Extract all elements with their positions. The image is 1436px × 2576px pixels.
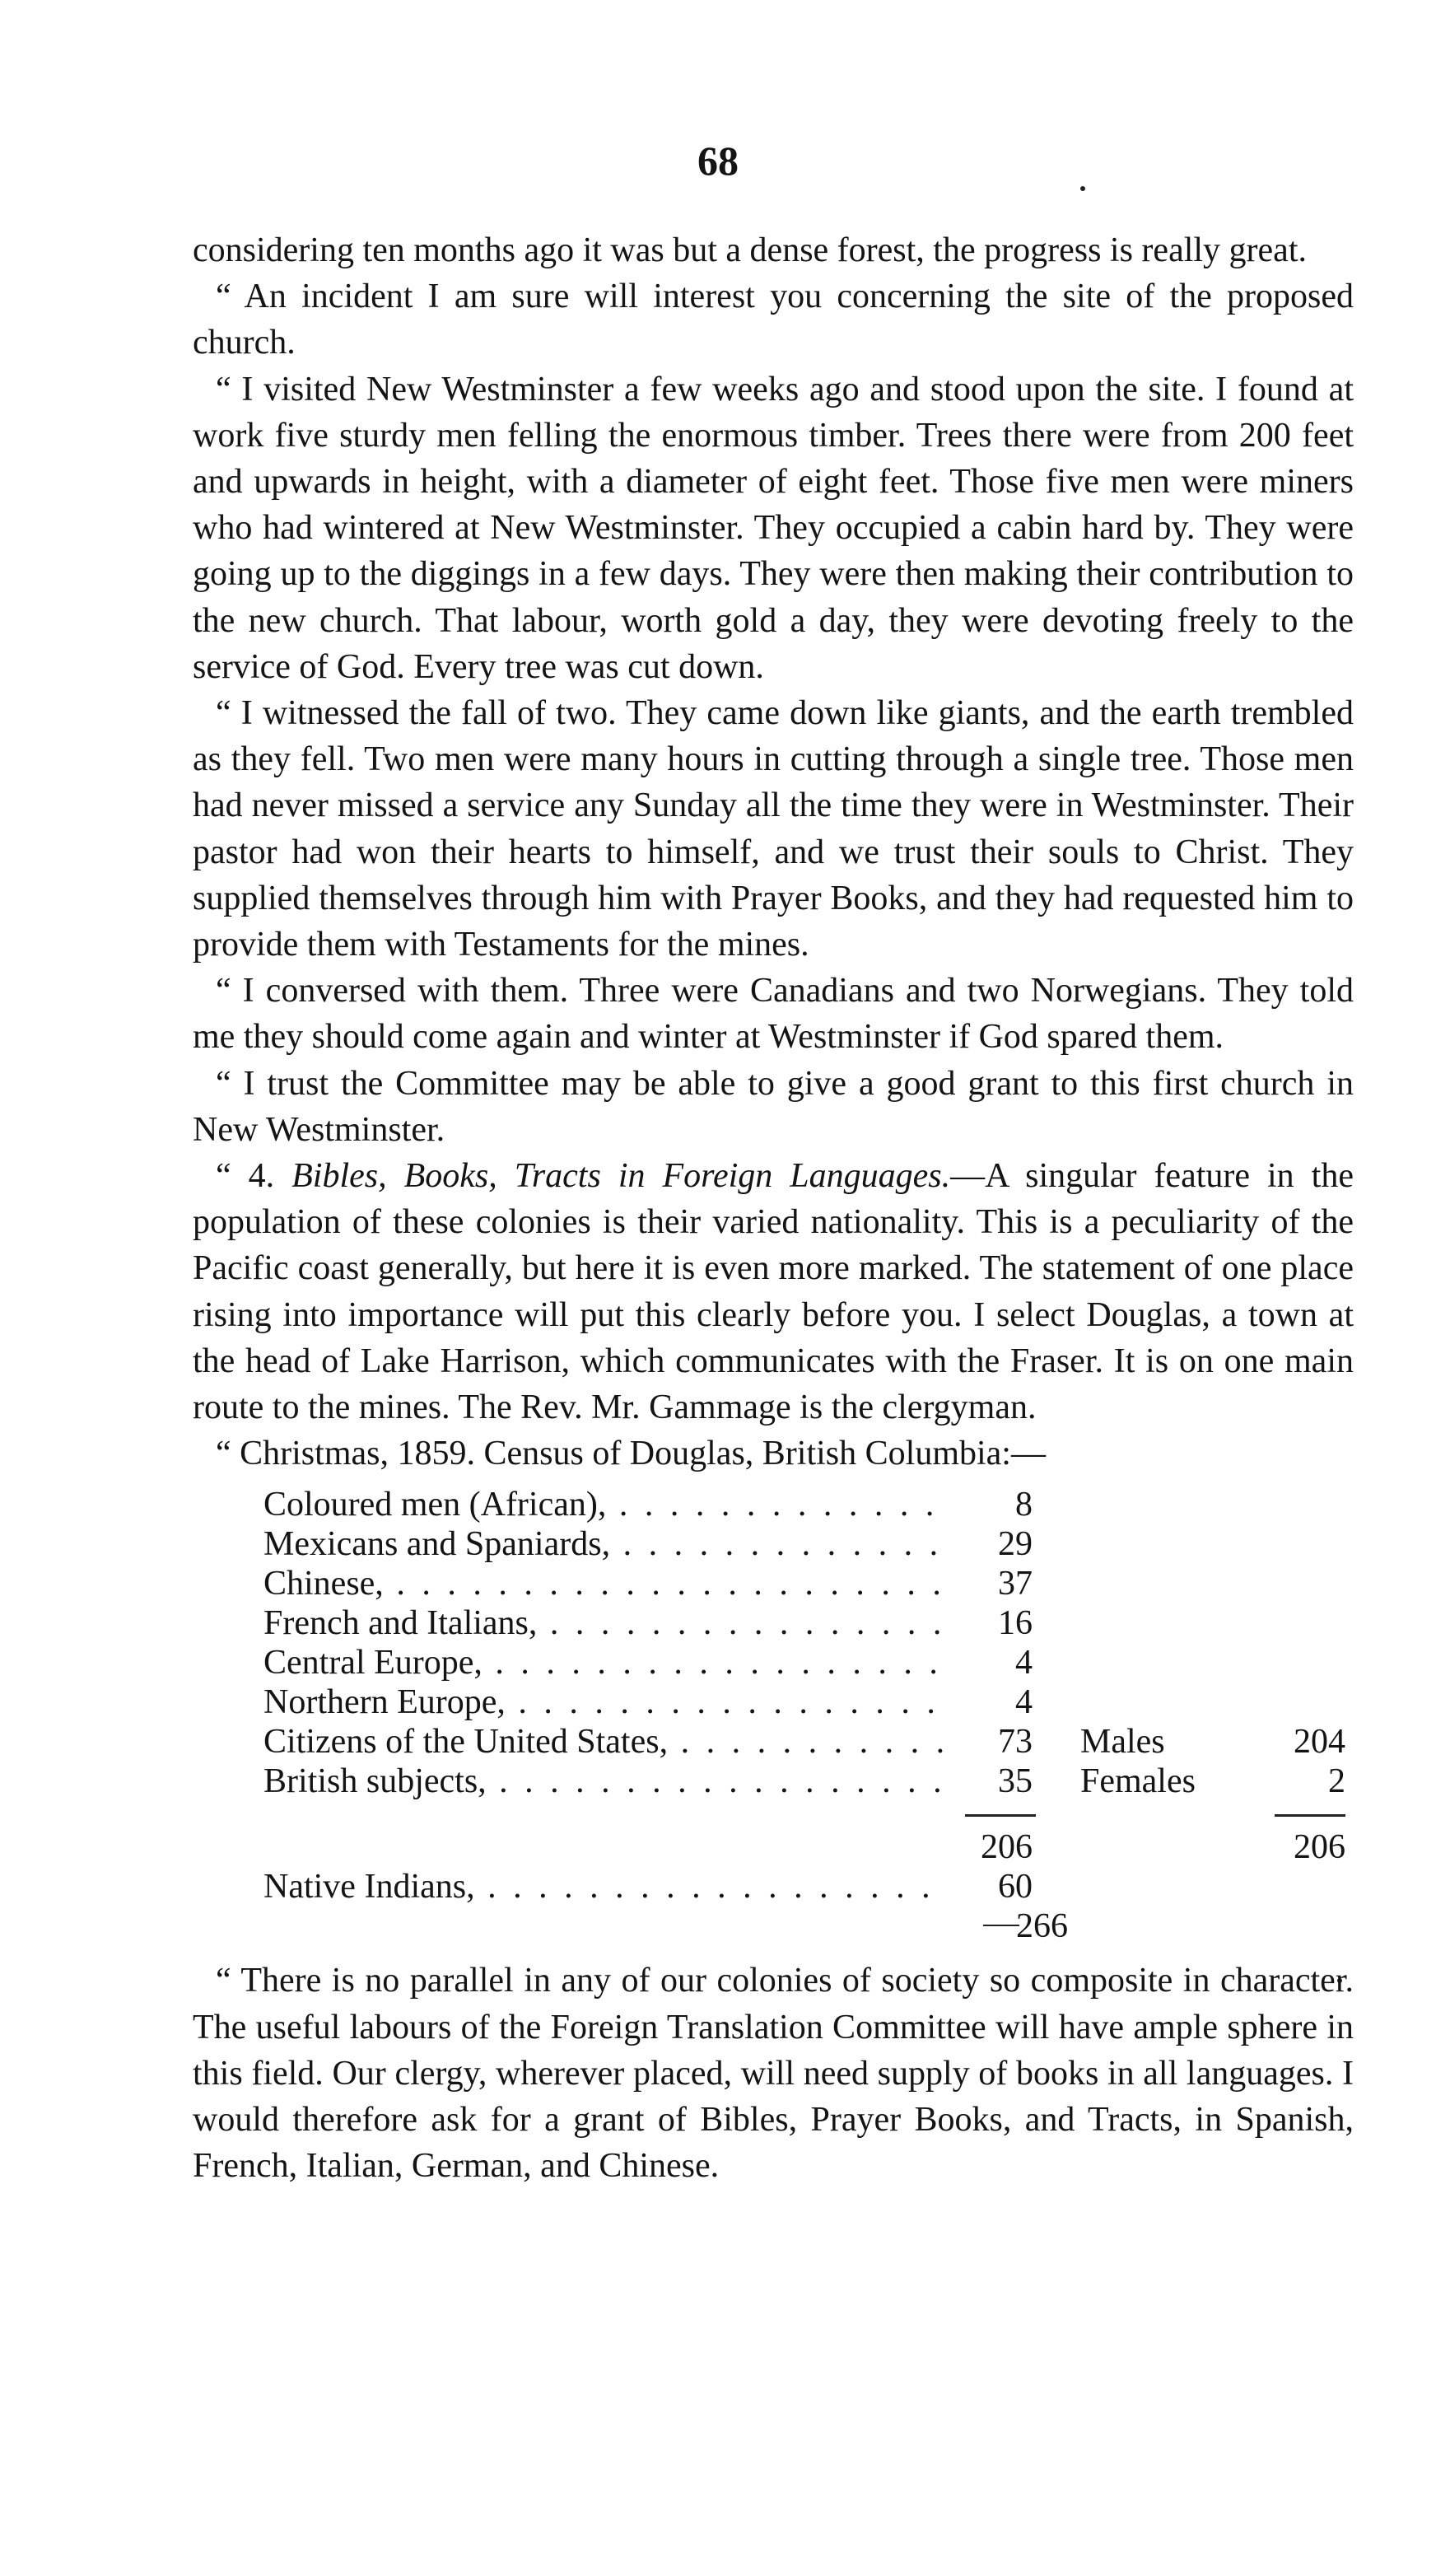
subtotal-rule bbox=[965, 1814, 1036, 1817]
census-row-value: 37 bbox=[998, 1565, 1033, 1603]
census-grand-total: 266 bbox=[1016, 1907, 1068, 1946]
census-row-label: Northern Europe, . . . bbox=[263, 1682, 947, 1723]
paragraph: “ I witnessed the fall of two. They came down like giants, and the earth trembled as they fell. Two men were many hours in cutting through a single tree. Those men had never missed a service any Sunday all the time they were in Westminster. Their pastor had won their hearts to himself, and we trust their souls to Christ. They supplied themselves through him with Prayer Books, and they had requested him to provide them with Testaments for the mines. bbox=[193, 694, 1354, 964]
census-row-label: Chinese, . . . bbox=[263, 1564, 947, 1604]
paragraph: “ I trust the Committee may be able to give a good grant to this first church in New Westminster. bbox=[193, 1064, 1354, 1149]
census-row-label: Coloured men (African), . . . bbox=[263, 1485, 947, 1525]
section-4-lead: “ 4. bbox=[216, 1157, 292, 1196]
census-row-value: 4 bbox=[1015, 1644, 1033, 1682]
page-number: 68 bbox=[697, 138, 739, 184]
body-text bbox=[193, 227, 1354, 2190]
section-4-body: —A singular feature in the population of these colonies is their varied nationality. This is a peculiarity of the Pacific coast generally, but here it is even more marked. The statement of one place rising into importance will put this clearly before you. I select Douglas, a town at the head of Lake Harrison, which communicates with the Fraser. It is on one main route to the mines. The Rev. Mr. Gammage is the clergyman. bbox=[193, 1157, 1354, 1427]
census-table bbox=[193, 1477, 1354, 1946]
census-row-label: Mexicans and Spaniards, . . . bbox=[263, 1524, 947, 1565]
males-value: 204 bbox=[1294, 1723, 1345, 1762]
census-row-value: 35 bbox=[998, 1762, 1033, 1801]
census-row-value: 73 bbox=[998, 1723, 1033, 1762]
census-row-label: French and Italians, . . . bbox=[263, 1603, 947, 1644]
paragraph: considering ten months ago it was but a dense forest, the progress is really great. bbox=[193, 231, 1307, 269]
native-indians-value: 60 bbox=[998, 1868, 1033, 1906]
paragraph: “ I visited New Westminster a few weeks ago and stood upon the site. I found at work five sturdy men felling the enormous timber. Trees there were from 200 feet and upwards in height, with a diameter of eight feet. Those five men were miners who had wintered at New Westminster. They occupied a cabin hard by. They were going up to the diggings in a few days. They were then making their contribution to the new church. That labour, worth gold a day, they were devoting freely to the service of God. Every tree was cut down. bbox=[193, 370, 1354, 686]
males-label: Males bbox=[1080, 1723, 1165, 1762]
census-row-value: 29 bbox=[998, 1525, 1033, 1564]
census-row-label: British subjects, . . . bbox=[263, 1762, 947, 1802]
sex-total: 206 bbox=[1294, 1828, 1345, 1867]
section-4-title: Bibles, Books, Tracts in Foreign Languages. bbox=[291, 1157, 951, 1196]
paragraph: “ An incident I am sure will interest you concerning the site of the proposed church. bbox=[193, 278, 1354, 362]
census-row-label: Citizens of the United States, . . . bbox=[263, 1722, 947, 1762]
census-row-value: 8 bbox=[1015, 1486, 1033, 1524]
paragraph: “ I conversed with them. Three were Canadians and two Norwegians. They told me they should come again and winter at Westminster if God spared them. bbox=[193, 972, 1354, 1057]
sex-total-rule bbox=[1275, 1814, 1345, 1817]
closing-paragraph: “ There is no parallel in any of our colonies of society so composite in character. The useful labours of the Foreign Translation Committee will have ample sphere in this field. Our clergy, wherever placed, will need supply of books in all languages. I would therefore ask for a grant of Bibles, Prayer Books, and Tracts, in Spanish, French, Italian, German, and Chinese. bbox=[193, 1962, 1354, 2186]
census-row-label: Central Europe, . . . bbox=[263, 1643, 947, 1683]
census-subtotal: 206 bbox=[981, 1828, 1033, 1867]
census-intro: “ Christmas, 1859. Census of Douglas, British Columbia:— bbox=[216, 1435, 1046, 1473]
census-row-value: 4 bbox=[1015, 1683, 1033, 1722]
females-value: 2 bbox=[1328, 1762, 1345, 1801]
grand-total-dash bbox=[983, 1925, 1019, 1926]
native-indians-label: Native Indians, . . . bbox=[263, 1867, 947, 1907]
females-label: Females bbox=[1080, 1762, 1196, 1801]
print-speck bbox=[1080, 186, 1085, 191]
census-row-value: 16 bbox=[998, 1604, 1033, 1643]
section-4-paragraph bbox=[193, 1153, 1354, 1430]
